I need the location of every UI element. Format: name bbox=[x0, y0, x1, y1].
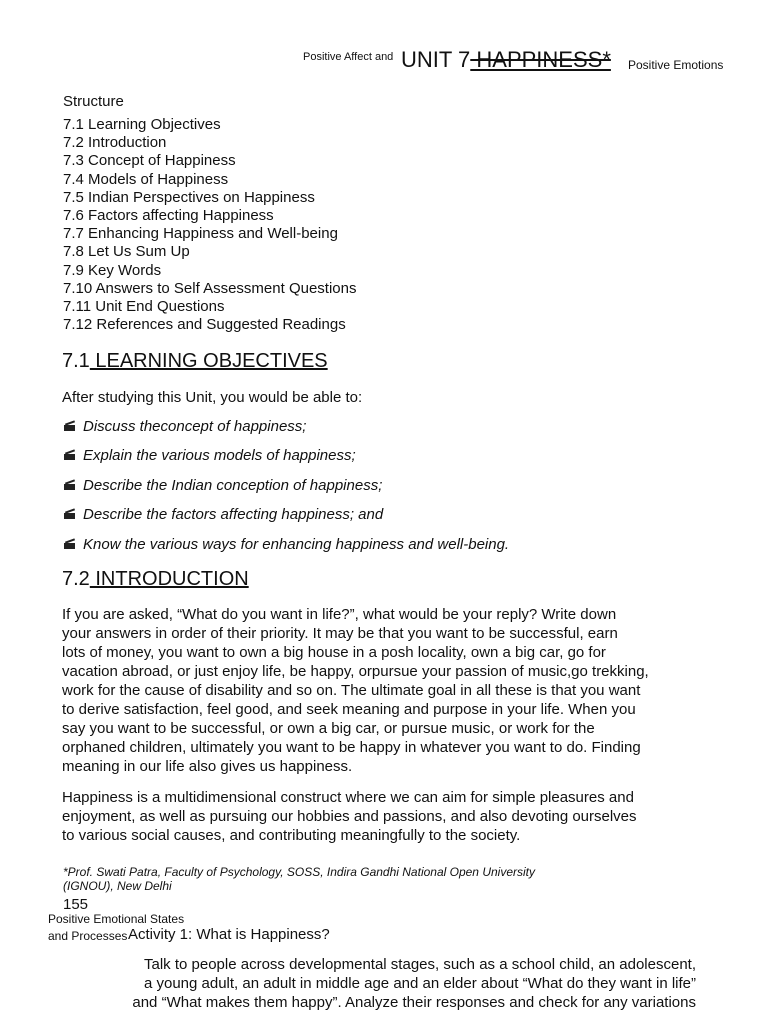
table-of-contents bbox=[63, 116, 356, 334]
list-item bbox=[64, 506, 509, 535]
pencil-bullet-icon bbox=[64, 481, 76, 491]
running-header-right: Positive Emotions bbox=[628, 58, 724, 72]
pencil-bullet-icon bbox=[64, 510, 76, 520]
text-line: your answers in order of their priority. It may be that you want to be successful, earn bbox=[62, 625, 618, 642]
section-heading-introduction bbox=[62, 568, 249, 591]
toc-item: 7.10 Answers to Self Assessment Questions bbox=[63, 279, 357, 297]
text-line: a young adult, an adult in middle age and an elder about “What do they want in life” bbox=[143, 975, 696, 992]
toc-item: 7.11 Unit End Questions bbox=[63, 297, 225, 315]
text-line: orphaned children, ultimately you want to be happy in whatever you want to do. Finding bbox=[62, 739, 641, 756]
objective-text: Describe the Indian conception of happiness; bbox=[83, 476, 383, 494]
text-line: meaning in our life also gives us happiness. bbox=[62, 758, 353, 775]
objectives-list bbox=[64, 418, 509, 565]
toc-item: 7.2 Introduction bbox=[63, 134, 167, 152]
introduction-paragraph-1 bbox=[62, 605, 682, 776]
toc-item: 7.8 Let Us Sum Up bbox=[63, 243, 190, 261]
unit-title bbox=[401, 47, 611, 73]
page-number: 155 bbox=[63, 896, 89, 913]
structure-label: Structure bbox=[63, 93, 124, 110]
toc-item: 7.6 Factors affecting Happiness bbox=[63, 206, 274, 224]
author-footnote bbox=[63, 865, 535, 893]
list-item bbox=[64, 477, 509, 506]
text-line: to derive satisfaction, feel good, and seek meaning and purpose in your life. When you bbox=[62, 701, 636, 718]
objective-text: Explain the various models of happiness; bbox=[83, 447, 356, 465]
toc-item: 7.9 Key Words bbox=[63, 261, 162, 279]
text-line: to various social causes, and contributing meaningfully to the society. bbox=[62, 827, 521, 844]
pencil-bullet-icon bbox=[64, 451, 76, 461]
section-number: 7.2 bbox=[62, 568, 90, 590]
running-header-left: Positive Affect and bbox=[303, 51, 394, 63]
list-item bbox=[64, 447, 509, 476]
activity-body bbox=[110, 955, 700, 1012]
objective-text: Describe the factors affecting happiness; and bbox=[83, 506, 384, 524]
text-line: vacation abroad, or just enjoy life, be happy, orpursue your passion of music,go trekking, bbox=[62, 663, 649, 680]
section-title: LEARNING OBJECTIVES bbox=[89, 350, 328, 372]
text-line: work for the cause of disability and so on. The ultimate goal in all these is that you want bbox=[62, 682, 641, 699]
running-header-left-line2: and Processes bbox=[48, 929, 128, 943]
section-number: 7.1 bbox=[62, 350, 90, 372]
toc-item: 7.12 References and Suggested Readings bbox=[63, 316, 346, 334]
toc-item: 7.5 Indian Perspectives on Happiness bbox=[63, 188, 315, 206]
toc-item: 7.7 Enhancing Happiness and Well-being bbox=[63, 225, 338, 243]
text-line: Happiness is a multidimensional construct where we can aim for simple pleasures and bbox=[62, 789, 634, 806]
activity-title: Activity 1: What is Happiness? bbox=[128, 926, 330, 943]
text-line: If you are asked, “What do you want in life?”, what would be your reply? Write down bbox=[62, 606, 617, 623]
section-heading-learning-objectives bbox=[62, 350, 328, 373]
pencil-bullet-icon bbox=[64, 422, 76, 432]
toc-item: 7.1 Learning Objectives bbox=[63, 116, 221, 133]
section-title: INTRODUCTION bbox=[89, 568, 249, 590]
toc-item: 7.4 Models of Happiness bbox=[63, 170, 229, 188]
running-header-left-line1: Positive Emotional States bbox=[48, 912, 185, 926]
text-line: lots of money, you want to own a big house in a posh locality, own a big car, go for bbox=[62, 644, 606, 661]
list-item bbox=[64, 536, 509, 565]
text-line: and “What makes them happy”. Analyze their responses and check for any variations bbox=[132, 994, 696, 1011]
pencil-bullet-icon bbox=[64, 540, 76, 550]
text-line: *Prof. Swati Patra, Faculty of Psychology, SOSS, Indira Gandhi National Open University bbox=[63, 865, 535, 879]
text-line: (IGNOU), New Delhi bbox=[63, 879, 172, 893]
objective-text: Know the various ways for enhancing happiness and well-being. bbox=[83, 535, 510, 553]
toc-item: 7.3 Concept of Happiness bbox=[63, 152, 236, 170]
text-line: Talk to people across developmental stages, such as a school child, an adolescent, bbox=[144, 956, 696, 973]
objective-text: Discuss theconcept of happiness; bbox=[83, 418, 307, 435]
text-line: say you want to be successful, or own a big car, or pursue music, or work for the bbox=[62, 720, 595, 737]
introduction-paragraph-2 bbox=[62, 788, 682, 845]
list-item bbox=[64, 418, 509, 447]
unit-title-text: HAPPINESS* bbox=[470, 47, 611, 72]
objectives-intro: After studying this Unit, you would be able to: bbox=[62, 389, 363, 406]
unit-number: UNIT 7 bbox=[401, 47, 471, 72]
text-line: enjoyment, as well as pursuing our hobbies and passions, and also devoting ourselves bbox=[62, 808, 637, 825]
